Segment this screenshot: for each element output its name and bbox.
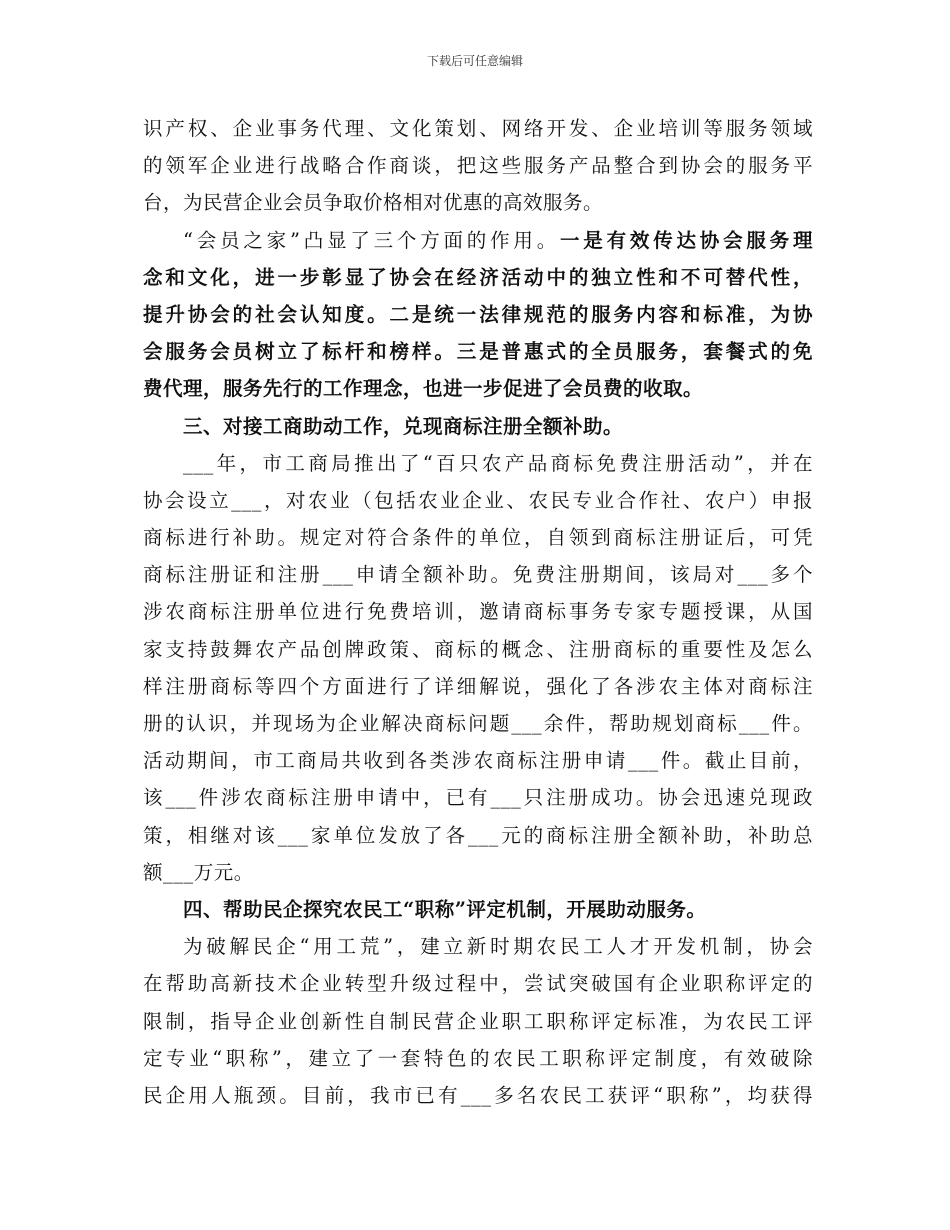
text-line	[143, 445, 813, 482]
text-line	[143, 593, 813, 630]
text-line	[143, 519, 813, 556]
text-segment: “会员之家”凸显了三个方面的作用。	[183, 228, 560, 252]
text-segment: 限制，指导企业创新性自制民营企业职工职称评定标准，为农民工评	[143, 1009, 813, 1033]
text-line	[143, 222, 813, 259]
text-segment: 台，为民营企业会员争取价格相对优惠的高效服务。	[143, 191, 604, 215]
text-segment: 商标注册证和注册___申请全额补助。免费注册期间，该局对___多个	[143, 563, 813, 587]
text-line	[143, 779, 813, 816]
text-line	[143, 482, 813, 519]
document-body	[143, 110, 813, 1114]
text-segment: 册的认识，并现场为企业解决商标问题___余件，帮助规划商标___件。	[143, 712, 813, 735]
bold-text-segment: 四、帮助民企探究农民工“职称”评定机制，开展助动服务。	[183, 897, 707, 921]
text-line	[143, 110, 813, 147]
text-segment: 该___件涉农商标注册申请中，已有___只注册成功。协会迅速兑现政	[143, 786, 813, 810]
text-line	[143, 705, 813, 742]
text-segment: 活动期间，市工商局共收到各类涉农商标注册申请___件。截止目前，	[143, 749, 813, 773]
text-segment: 识产权、企业事务代理、文化策划、网络开发、企业培训等服务领域	[143, 117, 813, 140]
text-segment: 为破解民企“用工荒”，建立新时期农民工人才开发机制，协会	[183, 935, 813, 959]
text-line	[143, 965, 813, 1002]
bold-text-segment: 费代理，服务先行的工作理念，也进一步促进了会员费的收取。	[143, 377, 704, 401]
text-line	[143, 1040, 813, 1077]
text-segment: ___年，市工商局推出了“百只农产品商标免费注册活动”，并在	[183, 451, 813, 475]
text-segment: 家支持鼓舞农产品创牌政策、商标的概念、注册商标的重要性及怎么	[143, 637, 813, 661]
text-line	[143, 631, 813, 668]
bold-text-segment: 一是有效传达协会服务理	[560, 228, 813, 252]
bold-text-segment: 提升协会的社会认知度。二是统一法律规范的服务内容和标准，为协	[143, 302, 813, 326]
text-line	[143, 556, 813, 593]
text-line	[143, 333, 813, 370]
text-line	[143, 259, 813, 296]
text-segment: 额___万元。	[143, 860, 254, 884]
text-line	[143, 1003, 813, 1040]
text-line	[143, 370, 813, 407]
text-segment: 的领军企业进行战略合作商谈，把这些服务产品整合到协会的服务平	[143, 154, 813, 178]
text-line	[143, 147, 813, 184]
text-segment: 策，相继对该___家单位发放了各___元的商标注册全额补助，补助总	[143, 823, 813, 847]
bold-text-segment: 会服务会员树立了标杆和榜样。三是普惠式的全员服务，套餐式的免	[143, 340, 813, 364]
text-line	[143, 928, 813, 965]
text-segment: 定专业“职称”，建立了一套特色的农民工职称评定制度，有效破除	[143, 1046, 813, 1070]
text-line	[143, 817, 813, 854]
text-segment: 民企用人瓶颈。目前，我市已有___多名农民工获评“职称”，均获得	[143, 1083, 813, 1107]
text-line	[143, 854, 813, 891]
text-segment: 涉农商标注册单位进行免费培训，邀请商标事务专家专题授课，从国	[143, 600, 813, 624]
text-line	[143, 296, 813, 333]
text-line	[143, 1077, 813, 1114]
text-line	[143, 408, 813, 445]
text-segment: 协会设立___，对农业（包括农业企业、农民专业合作社、农户）申报	[143, 488, 813, 512]
text-line	[143, 668, 813, 705]
page-header: 下载后可任意编辑	[426, 54, 523, 68]
text-segment: 在帮助高新技术企业转型升级过程中，尝试突破国有企业职称评定的	[143, 972, 813, 996]
text-line	[143, 184, 813, 221]
text-segment: 商标进行补助。规定对符合条件的单位，自领到商标注册证后，可凭	[143, 526, 813, 550]
bold-text-segment: 三、对接工商助动工作，兑现商标注册全额补助。	[183, 414, 624, 438]
text-segment: 样注册商标等四个方面进行了详细解说，强化了各涉农主体对商标注	[143, 674, 813, 698]
text-line	[143, 742, 813, 779]
bold-text-segment: 念和文化，进一步彰显了协会在经济活动中的独立性和不可替代性，	[143, 265, 813, 289]
text-line	[143, 891, 813, 928]
